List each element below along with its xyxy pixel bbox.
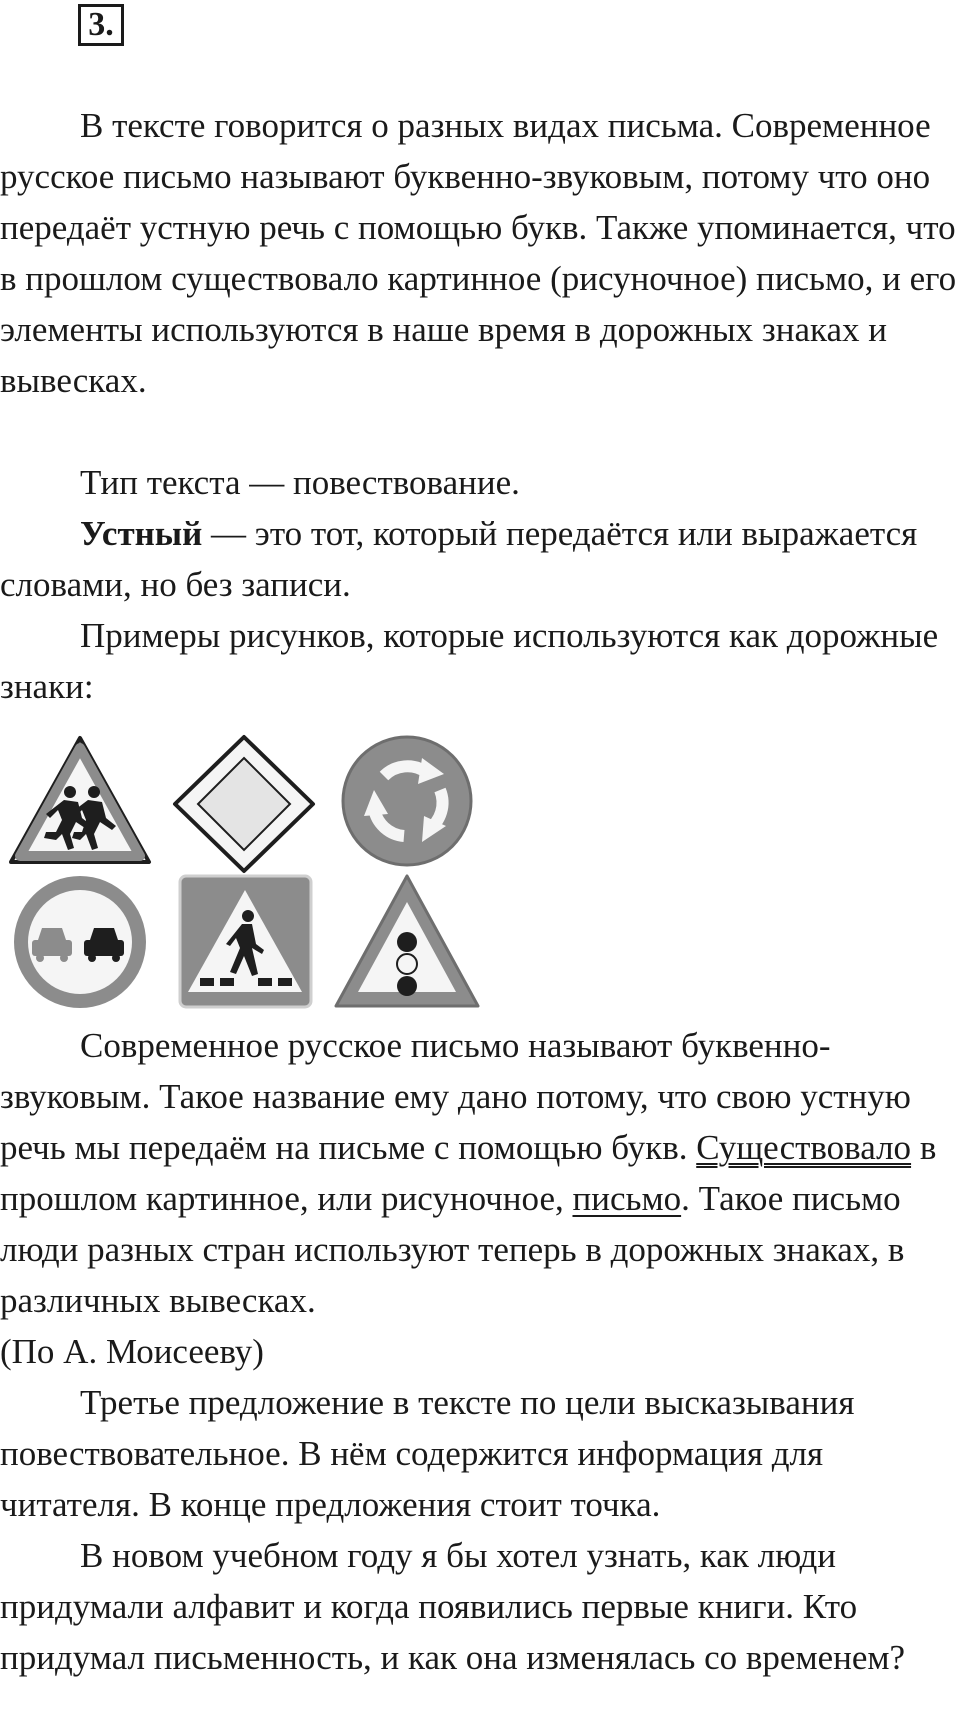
no-overtaking-sign-icon [10,872,150,1012]
road-signs-group [0,734,490,1014]
paragraph-quoted-text [0,1020,960,1326]
roundabout-sign-icon [340,734,475,869]
paragraph-summary: В тексте говорится о разных видах письма. Современное русское письмо называют буквенно-звуковым, потому что оно передаёт устную речь с помощью букв. Также упоминается, что в прошлом существовало картинное (рисуночное) письмо, и его элементы используются в наше время в дорожных знаках и вывесках. [0,106,957,400]
paragraph-question: В новом учебном году я бы хотел узнать, как люди придумали алфавит и когда появились первые книги. Кто придумал письменность, и как она изменялась со временем? [0,1536,906,1677]
quote-text-part-1: Современное русское письмо называют буквенно-звуковым. Такое название ему дано потому, что свою устную речь мы передаём на письме с помощью букв. [0,1026,911,1167]
double-underlined-word: Существовало [696,1128,912,1167]
quote-source: (По А. Моисееву) [0,1332,264,1371]
definition-text: — это тот, который передаётся или выражается словами, но без записи. [0,514,918,604]
priority-road-sign-icon [172,734,317,874]
paragraph-signs-intro: Примеры рисунков, которые используются как дорожные знаки: [0,616,939,706]
quote-text-part-3: . Такое письмо люди разных стран используют теперь в дорожных знаках, в различных вывесках. [0,1179,905,1320]
quote-text-part-2: в прошлом картинное, или рисуночное, [0,1128,937,1218]
paragraph-definition [0,508,960,610]
children-crossing-warning-sign-icon [8,734,153,869]
term-bold: Устный [80,514,203,553]
pedestrian-crossing-sign-icon [178,874,313,1009]
paragraph-sentence-analysis: Третье предложение в тексте по цели высказывания повествовательное. В нём содержится информация для читателя. В конце предложения стоит точка. [0,1383,855,1524]
paragraph-text-type: Тип текста — повествование. [80,463,520,502]
underlined-word: письмо [572,1179,682,1218]
traffic-light-warning-sign-icon [332,872,482,1014]
task-number-box: 3. [78,4,124,46]
